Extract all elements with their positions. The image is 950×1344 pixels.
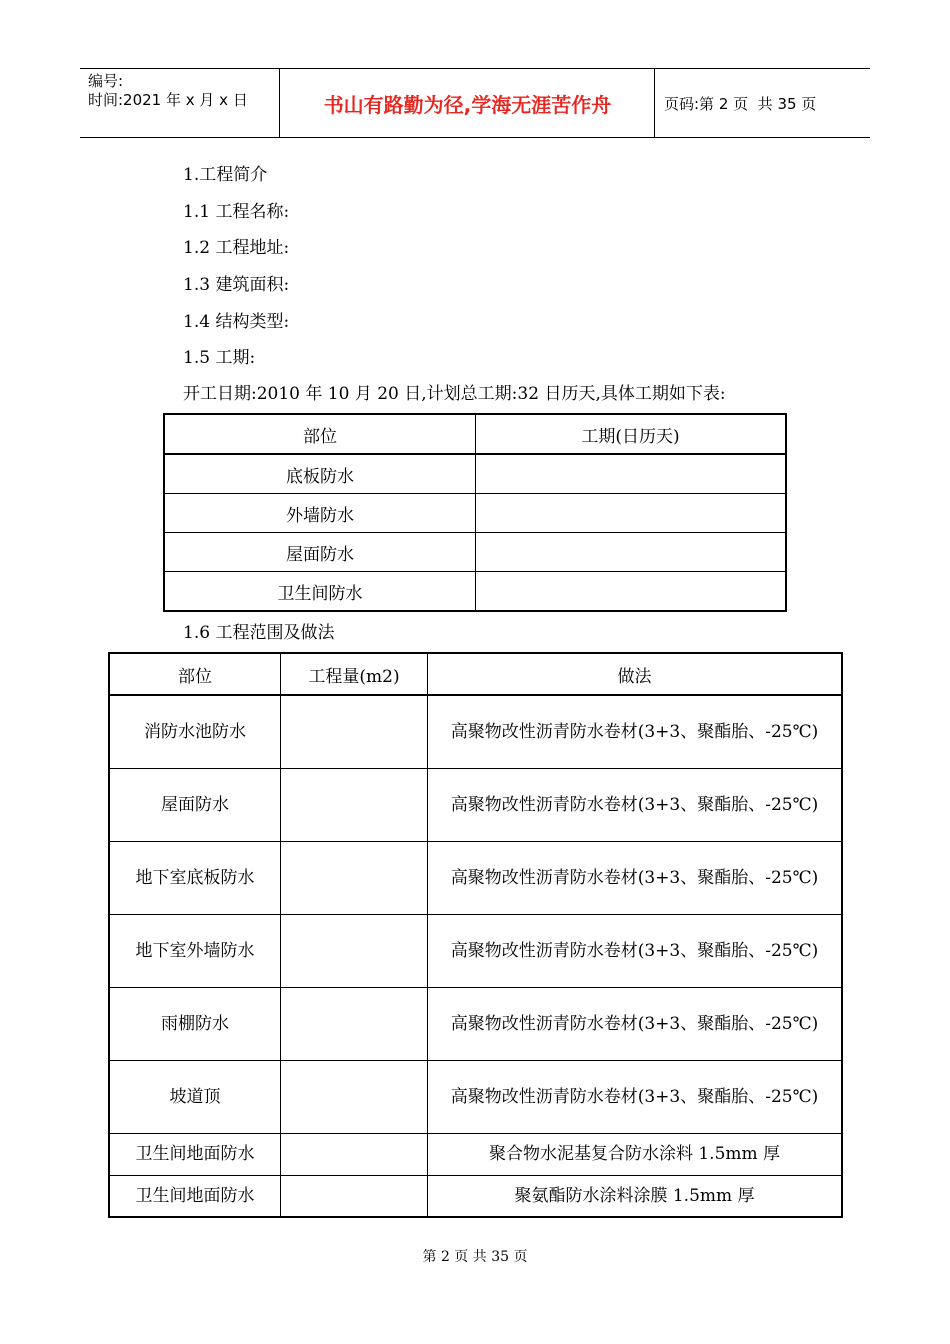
- table-cell: [476, 454, 787, 494]
- column-header-duration: 工期(日历天): [476, 414, 787, 454]
- column-header-method: 做法: [428, 653, 843, 695]
- header-meta: [80, 69, 280, 137]
- page-header: [80, 68, 870, 138]
- table-row: [164, 494, 786, 533]
- table-cell: 卫生间地面防水: [109, 1175, 281, 1217]
- page-footer: 第 2 页 共 35 页: [422, 1249, 528, 1265]
- table-row: [164, 454, 786, 494]
- table-cell: 底板防水: [164, 454, 476, 494]
- column-header-quantity: 工程量(m2): [281, 653, 428, 695]
- table-cell: 聚合物水泥基复合防水涂料 1.5mm 厚: [428, 1133, 843, 1175]
- table-header-row: [109, 653, 842, 695]
- table-cell: [281, 1060, 428, 1133]
- table-cell: 地下室外墙防水: [109, 914, 281, 987]
- table-cell: 卫生间防水: [164, 572, 476, 612]
- table-cell: [281, 1175, 428, 1217]
- column-header-part: 部位: [164, 414, 476, 454]
- section-project-name: 1.1 工程名称:: [183, 202, 290, 222]
- table-cell: 聚氨酯防水涂料涂膜 1.5mm 厚: [428, 1175, 843, 1217]
- table-cell: [281, 914, 428, 987]
- table-header-row: [164, 414, 786, 454]
- document-date: 时间:2021 年 x 月 x 日: [88, 91, 248, 109]
- section-project-address: 1.2 工程地址:: [183, 238, 290, 258]
- table-cell: 屋面防水: [109, 768, 281, 841]
- table-cell: 高聚物改性沥青防水卷材(3+3、聚酯胎、-25℃): [428, 841, 843, 914]
- table-cell: 外墙防水: [164, 494, 476, 533]
- table-row: [109, 987, 842, 1060]
- table-cell: [281, 841, 428, 914]
- table-cell: 高聚物改性沥青防水卷材(3+3、聚酯胎、-25℃): [428, 987, 843, 1060]
- scope-table: [108, 652, 843, 1218]
- table-cell: [476, 533, 787, 572]
- header-page-info: [655, 69, 870, 137]
- table-cell: 地下室底板防水: [109, 841, 281, 914]
- table-cell: [281, 695, 428, 768]
- table-cell: [281, 1133, 428, 1175]
- section-scope: 1.6 工程范围及做法: [183, 623, 335, 643]
- table-row: [109, 695, 842, 768]
- table-cell: 雨棚防水: [109, 987, 281, 1060]
- header-motto: 书山有路勤为径,学海无涯苦作舟: [281, 69, 655, 137]
- start-date-line: 开工日期:2010 年 10 月 20 日,计划总工期:32 日历天,具体工期如下表:: [183, 384, 726, 404]
- section-duration: 1.5 工期:: [183, 348, 256, 368]
- table-row: [164, 533, 786, 572]
- table-cell: [476, 572, 787, 612]
- table-cell: 高聚物改性沥青防水卷材(3+3、聚酯胎、-25℃): [428, 768, 843, 841]
- table-row: [109, 1133, 842, 1175]
- table-cell: 坡道顶: [109, 1060, 281, 1133]
- section-building-area: 1.3 建筑面积:: [183, 275, 290, 295]
- table-row: [109, 914, 842, 987]
- table-cell: 屋面防水: [164, 533, 476, 572]
- table-cell: [476, 494, 787, 533]
- document-number-label: 编号:: [88, 72, 124, 90]
- table-cell: [281, 768, 428, 841]
- schedule-table: [163, 413, 787, 612]
- column-header-part: 部位: [109, 653, 281, 695]
- table-row: [109, 768, 842, 841]
- page-info-text: 页码:第 2 页 共 35 页: [664, 94, 817, 113]
- table-cell: 高聚物改性沥青防水卷材(3+3、聚酯胎、-25℃): [428, 695, 843, 768]
- table-cell: 高聚物改性沥青防水卷材(3+3、聚酯胎、-25℃): [428, 1060, 843, 1133]
- table-cell: 卫生间地面防水: [109, 1133, 281, 1175]
- table-cell: [281, 987, 428, 1060]
- section-title-overview: 1.工程简介: [183, 165, 268, 185]
- section-structure-type: 1.4 结构类型:: [183, 312, 290, 332]
- table-row: [164, 572, 786, 612]
- table-row: [109, 1175, 842, 1217]
- table-row: [109, 1060, 842, 1133]
- table-row: [109, 841, 842, 914]
- table-cell: 消防水池防水: [109, 695, 281, 768]
- table-cell: 高聚物改性沥青防水卷材(3+3、聚酯胎、-25℃): [428, 914, 843, 987]
